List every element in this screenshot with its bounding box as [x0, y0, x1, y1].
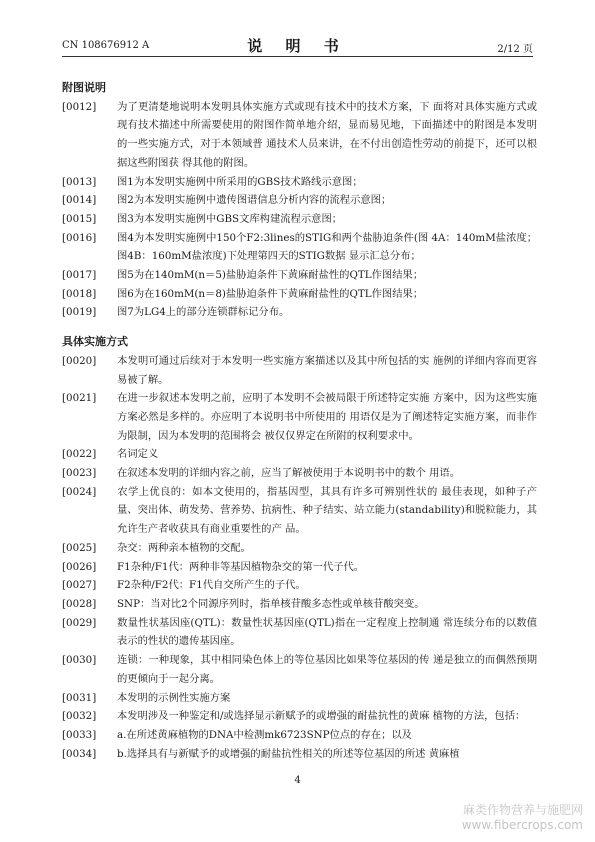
paragraph-text: 图5为在140mM(n＝5)盐胁迫条件下黄麻耐盐性的QTL作图结果；	[117, 269, 424, 282]
paragraph	[62, 614, 537, 651]
paragraph-text: 名词定义	[117, 448, 159, 461]
paragraph-text: 在进一步叙述本发明之前，应明了本发明不会被局限于所述特定实施 方案中，因为这些实施方案必然是多样的。亦应明了本说明书中所使用的 用语仅是为了阐述特定实施方案，而非作为限制，因为本发明的范围将会 被仅仅界定在所附的权利要求中。	[117, 392, 537, 442]
paragraph-text: F2杂种/F2代：F1代自交所产生的子代。	[117, 579, 306, 592]
paragraph	[62, 389, 537, 445]
paragraph-text: 图4为本发明实施例中150个F2:3lines的STIG和两个盐胁迫条件(图 4A：140mM盐浓度；图4B：160mM盐浓度)下处理第四天的STIG数据 显示汇总分布；	[117, 231, 537, 263]
paragraph-number: [0034]	[62, 747, 97, 760]
page-indicator: 2/12 页	[497, 44, 533, 55]
site-watermark	[462, 803, 583, 833]
paragraph-number: [0030]	[62, 654, 97, 667]
paragraph-text: SNP：当对比2个同源序列时，指单核苷酸多态性或单核苷酸突变。	[117, 597, 425, 610]
paragraph-number: [0013]	[62, 175, 97, 188]
paragraph-text: F1杂种/F1代：两种非等基因植物杂交的第一代子代。	[117, 560, 365, 573]
paragraph-text: 在叙述本发明的详细内容之前，应当了解被使用于本说明书中的数个 用语。	[117, 467, 461, 480]
paragraph	[62, 689, 537, 708]
header-divider	[62, 56, 533, 57]
paragraph-text: 本发明可通过后续对于本发明一些实施方案描述以及其中所包括的实 施例的详细内容而更容易被了解。	[117, 354, 537, 386]
paragraph-number: [0023]	[62, 467, 97, 480]
paragraph-number: [0015]	[62, 212, 97, 225]
page-number: 4	[294, 775, 301, 786]
paragraph	[62, 595, 537, 614]
document-title: 说 明 书	[247, 37, 348, 55]
paragraph-number: [0033]	[62, 728, 97, 741]
paragraph-text: 农学上优良的：如本文使用的，指基因型，其具有许多可辨别性状的 最佳表现，如种子产量、突出体、萌发势、营养势、抗病性、种子结实、站立能力(standability)和脱粒能力，其允许生产者收获具有商业重要性的产 品。	[117, 485, 537, 536]
paragraph-number: [0032]	[62, 710, 97, 723]
paragraph	[62, 464, 537, 483]
paragraph-text: a.在所述黄麻植物的DNA中检测mk6723SNP位点的存在；以及	[117, 728, 412, 741]
paragraph	[62, 445, 537, 464]
paragraph	[62, 576, 537, 595]
paragraph-number: [0027]	[62, 579, 97, 592]
section-gap	[62, 322, 537, 333]
paragraph	[62, 539, 537, 558]
paragraph	[62, 98, 537, 173]
paragraph-text: 连锁：一种现象，其中相同染色体上的等位基因比如果等位基因的传 递是独立的而偶然预期的更倾向于一起分离。	[117, 654, 537, 685]
paragraph	[62, 726, 537, 745]
paragraph-number: [0025]	[62, 541, 97, 554]
paragraph-text: 数量性状基因座(QTL)：数量性状基因座(QTL)指在一定程度上控制通 常连续分布的以数值表示的性状的遗传基因座。	[117, 616, 537, 648]
paragraph-text: 为了更清楚地说明本发明具体实施方式或现有技术中的技术方案，下 面将对具体实施方式或现有技术描述中所需要使用的附图作简单地介绍，显而易见地，下面描述中的附图是本发明的一些实施方式，对于本领域普 通技术人员来讲，在不付出创造性劳动的前提下，还可以根据这些附图获 得其他的附图。	[117, 100, 537, 169]
paragraph-text: 本发明涉及一种鉴定和/或选择显示新赋予的或增强的耐盐抗性的黄麻 植物的方法，包括：	[117, 710, 526, 723]
document-body	[62, 79, 537, 763]
paragraph-number: [0019]	[62, 306, 97, 319]
section-heading: 具体实施方式	[62, 335, 128, 349]
paragraph-number: [0024]	[62, 485, 97, 498]
paragraph	[62, 651, 537, 688]
paragraph	[62, 745, 537, 764]
paragraph-text: 图6为在160mM(n＝8)盐胁迫条件下黄麻耐盐性的QTL作图结果；	[117, 287, 424, 300]
paragraph	[62, 707, 537, 726]
paragraph	[62, 558, 537, 577]
paragraph-number: [0018]	[62, 287, 97, 300]
paragraph	[62, 285, 537, 304]
paragraph	[62, 191, 537, 210]
paragraph-number: [0020]	[62, 354, 97, 367]
paragraph-number: [0014]	[62, 194, 97, 207]
paragraph	[62, 229, 537, 266]
paragraph-text: 杂交：两种亲本植物的交配。	[117, 541, 251, 554]
paragraph-number: [0028]	[62, 597, 97, 610]
watermark-url: www.fibercrops.com	[461, 818, 583, 832]
paragraph-number: [0026]	[62, 560, 97, 573]
paragraph	[62, 483, 537, 539]
section-heading: 附图说明	[62, 81, 106, 94]
page-header	[0, 0, 595, 60]
paragraph-text: 图2为本发明实施例中遗传图谱信息分析内容的流程示意图；	[117, 194, 392, 207]
paragraph-number: [0021]	[62, 392, 97, 405]
paragraph-number: [0022]	[62, 448, 97, 461]
paragraph	[62, 173, 537, 192]
paragraph	[62, 352, 537, 389]
paragraph-number: [0031]	[62, 691, 97, 704]
paragraph-text: 本发明的示例性实施方案	[117, 691, 231, 704]
paragraph	[62, 266, 537, 285]
paragraph	[62, 210, 537, 229]
paragraph-text: 图3为本发明实施例中GBS文库构建流程示意图；	[117, 212, 343, 225]
paragraph-number: [0012]	[62, 100, 97, 113]
paragraph-text: b.选择具有与新赋予的或增强的耐盐抗性相关的所述等位基因的所述 黄麻植	[117, 747, 460, 760]
paragraph-number: [0017]	[62, 269, 97, 282]
paragraph-text: 图7为LG4上的部分连锁群标记分布。	[117, 306, 290, 319]
paragraph-text: 图1为本发明实施例中所采用的GBS技术路线示意图；	[117, 175, 363, 188]
paragraph-number: [0029]	[62, 616, 97, 629]
paragraph	[62, 303, 537, 322]
paragraph-number: [0016]	[62, 231, 97, 244]
patent-number: CN 108676912 A	[62, 40, 150, 51]
watermark-title: 麻类作物营养与施肥网	[462, 803, 583, 817]
